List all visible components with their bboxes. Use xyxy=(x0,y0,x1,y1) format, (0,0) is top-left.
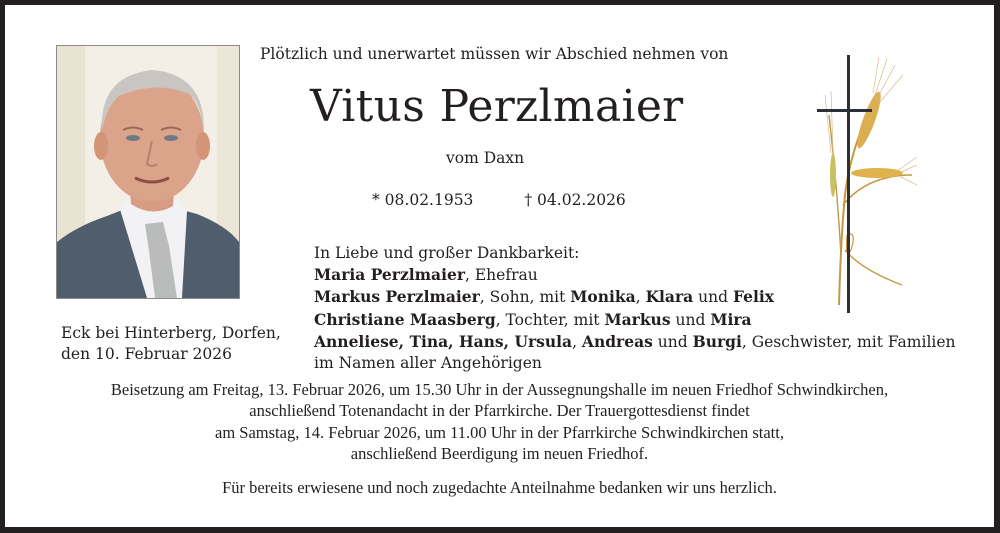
mourners-list xyxy=(314,243,956,374)
portrait-photo xyxy=(56,45,240,299)
portrait-image xyxy=(57,46,239,298)
funeral-line: anschließend Totenandacht in der Pfarrkirche. Der Trauergottesdienst findet xyxy=(249,401,750,421)
mourner-line: Markus Perzlmaier, Sohn, mit Monika, Klara und Felix xyxy=(314,287,774,307)
mourner-line: Anneliese, Tina, Hans, Ursula, Andreas und Burgi, Geschwister, mit Familien xyxy=(314,331,956,351)
mourners-lead: In Liebe und großer Dankbarkeit: xyxy=(314,244,580,262)
place-and-date xyxy=(61,323,281,365)
place-line: Eck bei Hinterberg, Dorfen, xyxy=(61,324,281,342)
mourners-closing: im Namen aller Angehörigen xyxy=(314,354,542,373)
funeral-line: Beisetzung am Freitag, 13. Februar 2026, um 15.30 Uhr in der Aussegnungshalle im neuen Friedhof Schwindkirchen, xyxy=(110,380,889,399)
nickname: vom Daxn xyxy=(446,149,525,167)
obituary-card xyxy=(5,5,994,527)
funeral-details xyxy=(5,379,994,465)
funeral-line: anschließend Beerdigung im neuen Friedhof. xyxy=(350,444,649,464)
mourner-line: Maria Perzlmaier, Ehefrau xyxy=(314,265,538,285)
thanks-text: Für bereits erwiesene und noch zugedachte Anteilnahme bedanken wir uns herzlich. xyxy=(222,478,777,497)
death-date: † 04.02.2026 xyxy=(524,191,626,209)
funeral-line: am Samstag, 14. Februar 2026, um 11.00 Uhr in der Pfarrkirche Schwindkirchen statt, xyxy=(215,422,784,442)
date-line: den 10. Februar 2026 xyxy=(61,345,232,364)
birth-date: * 08.02.1953 xyxy=(372,191,474,209)
intro-text: Plötzlich und unerwartet müssen wir Abschied nehmen von xyxy=(260,45,729,63)
deceased-name: Vitus Perzlmaier xyxy=(310,81,684,132)
mourner-line: Christiane Maasberg, Tochter, mit Markus und Mira xyxy=(314,309,752,329)
life-dates xyxy=(372,191,626,209)
